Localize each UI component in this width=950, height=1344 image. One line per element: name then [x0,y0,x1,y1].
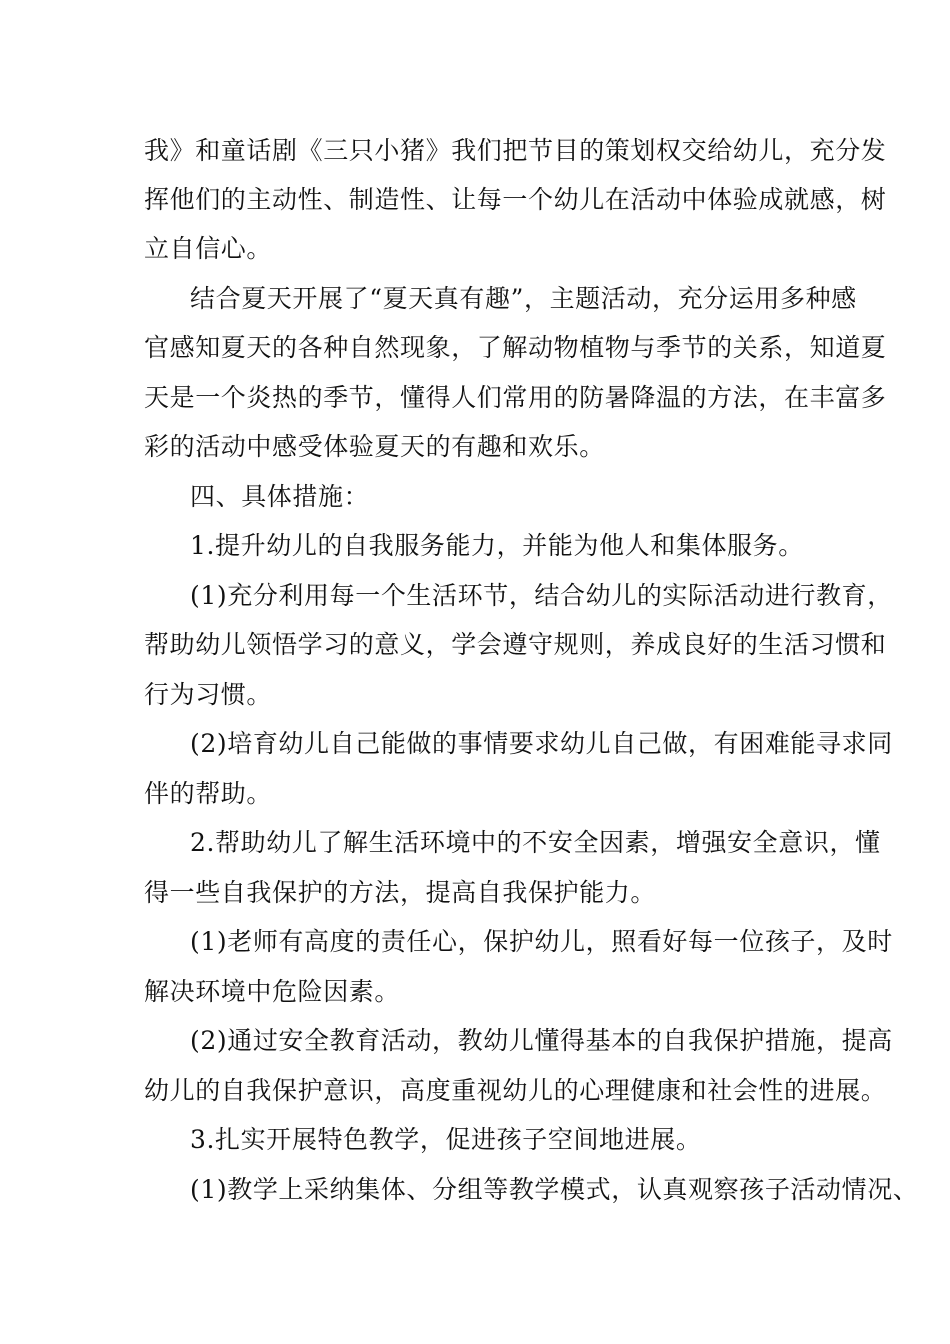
numbered-item: 1.提升幼儿的自我服务能力，并能为他人和集体服务。 [190,531,804,560]
section-heading: 四、具体措施： [190,482,370,511]
text-line: 得一些自我保护的方法，提高自我保护能力。 [144,878,657,907]
text-line: 幼儿的自我保护意识，高度重视幼儿的心理健康和社会性的进展。 [144,1076,887,1105]
text-line: 行为习惯。 [144,680,273,709]
text-line: 帮助幼儿领悟学习的意义，学会遵守规则，养成良好的生活习惯和 [144,630,887,659]
text-line: 天是一个炎热的季节，懂得人们常用的防暑降温的方法，在丰富多 [144,383,887,412]
text-line: 伴的帮助。 [144,779,273,808]
sub-item-first-line: (2)通过安全教育活动，教幼儿懂得基本的自我保护措施，提高 [190,1026,893,1055]
numbered-item: 2.帮助幼儿了解生活环境中的不安全因素，增强安全意识，懂 [190,828,881,857]
text-line: 挥他们的主动性、制造性、让每一个幼儿在活动中体验成就感，树 [144,185,887,214]
text-line: 立自信心。 [144,234,273,263]
numbered-item: 3.扎实开展特色教学，促进孩子空间地进展。 [190,1125,702,1154]
sub-item-first-line: (2)培育幼儿自己能做的事情要求幼儿自己做，有困难能寻求同 [190,729,893,758]
text-line: 解决环境中危险因素。 [144,977,401,1006]
text-line: 彩的活动中感受体验夏天的有趣和欢乐。 [144,432,605,461]
sub-item-first-line: (1)老师有高度的责任心，保护幼儿，照看好每一位孩子，及时 [190,927,893,956]
paragraph-first-line: 结合夏天开展了“夏天真有趣”，主题活动，充分运用多种感 [190,284,857,313]
sub-item-first-line: (1)教学上采纳集体、分组等教学模式，认真观察孩子活动情况、 [190,1175,919,1204]
sub-item-first-line: (1)充分利用每一个生活环节，结合幼儿的实际活动进行教育， [190,581,893,610]
text-line: 我》和童话剧《三只小猪》我们把节目的策划权交给幼儿，充分发 [144,136,887,165]
text-line: 官感知夏天的各种自然现象，了解动物植物与季节的关系，知道夏 [144,333,887,362]
